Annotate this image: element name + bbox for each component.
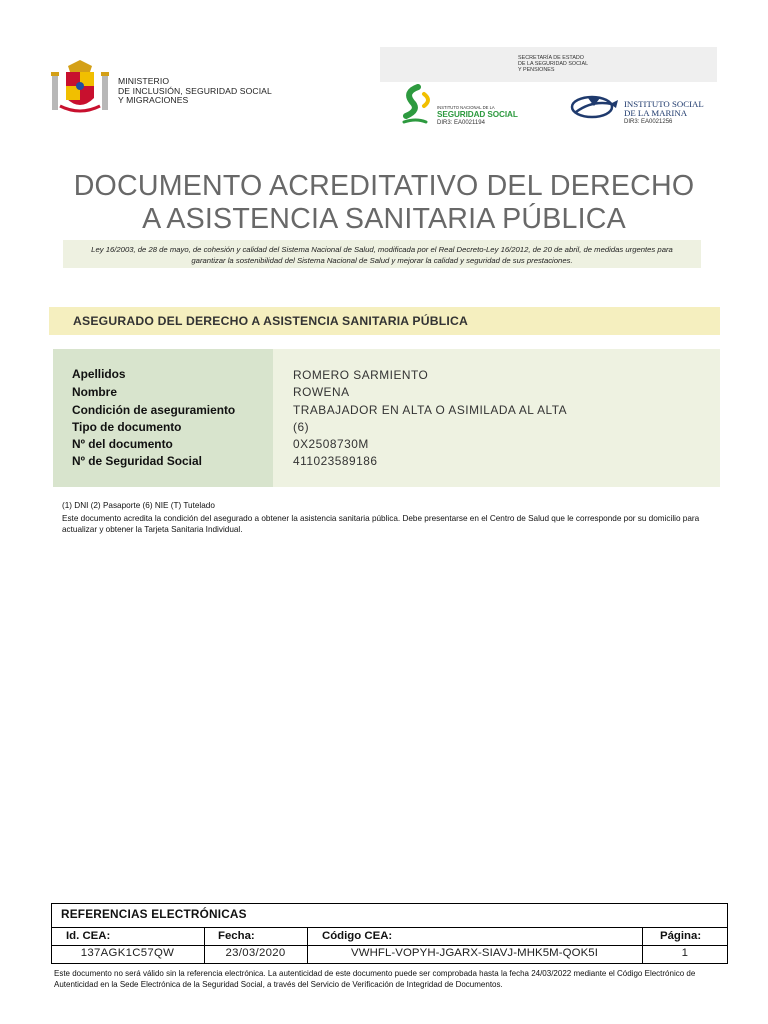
field-label-apellidos: Apellidos [72,367,126,381]
references-title: REFERENCIAS ELECTRÓNICAS [61,907,247,921]
document-type-legend: (1) DNI (2) Pasaporte (6) NIE (T) Tutelado [62,501,215,510]
field-value-nombre: ROWENA [293,385,350,399]
ministry-line: Y MIGRACIONES [118,95,189,106]
field-label-condicion: Condición de aseguramiento [72,403,236,417]
ss-institute-label: INSTITUTO NACIONAL DE LA [437,105,495,110]
field-value-numero-documento: 0X2508730M [293,437,369,451]
law-reference-text: Ley 16/2003, de 28 de mayo, de cohesión y calidad del Sistema Nacional de Salud, modificada por el Real Decreto-Ley 16/2012, de 20 de abril, de medidas urgentes para garantizar la sostenibilidad del Sistema Nacional de Salud y mejorar la calidad y seguridad de sus prestaciones. [91,245,673,265]
ism-line: INSTITUTO SOCIAL [624,99,704,109]
value-fecha: 23/03/2020 [225,947,286,959]
title-line: A ASISTENCIA SANITARIA PÚBLICA [142,203,626,235]
header-id-cea: Id. CEA: [66,930,111,942]
header-pagina: Página: [660,930,702,942]
field-value-condicion: TRABAJADOR EN ALTA O ASIMILADA AL ALTA [293,403,568,417]
instituto-social-marina-logo-icon [570,94,620,120]
footer-disclaimer: Este documento no será válido sin la referencia electrónica. La autenticidad de este documento puede ser comprobada hasta la fecha 24/03/2022 mediante el Código Electrónico de Autenticidad en la Sede Electrónica de la Seguridad Social, a través del Servicio de Verificación de Integridad de Documentos. [54,969,696,989]
value-pagina: 1 [681,947,689,959]
field-label-nombre: Nombre [72,385,117,399]
ss-name: SEGURIDAD SOCIAL [437,110,518,119]
field-value-seguridad-social: 411023589186 [293,454,378,468]
document-note: Este documento acredita la condición del asegurado a obtener la asistencia sanitaria pública. Debe presentarse en el Centro de Salud que le corresponde por su domicilio para actualizar y obtener la Tarjeta Sanitaria Individual. [62,514,700,534]
ss-dir3: DIR3: EA0021194 [437,120,485,126]
field-label-seguridad-social: Nº de Seguridad Social [72,454,202,468]
header-codigo-cea: Código CEA: [322,930,393,942]
field-label-tipo-documento: Tipo de documento [72,420,182,434]
title-line: DOCUMENTO ACREDITATIVO DEL DERECHO [73,170,695,202]
table-divider [51,945,728,946]
field-value-apellidos: ROMERO SARMIENTO [293,368,429,382]
ism-name [624,100,704,118]
secretaria-text [518,55,588,73]
ministry-line: MINISTERIO [118,76,170,86]
field-label-numero-documento: Nº del documento [72,437,173,451]
secretaria-line: SECRETARÍA DE ESTADO [518,55,584,61]
document-title [20,170,748,236]
section-title: ASEGURADO DEL DERECHO A ASISTENCIA SANITARIA PÚBLICA [73,314,468,328]
ministry-name [118,77,272,106]
secretaria-line: Y PENSIONES [518,67,555,73]
value-codigo-cea: VWHFL-VOPYH-JGARX-SIAVJ-MHK5M-QOK5I [351,947,598,959]
ism-line: DE LA MARINA [624,108,688,118]
field-value-tipo-documento: (6) [293,420,310,434]
header-fecha: Fecha: [218,930,255,942]
table-divider [51,927,728,928]
value-id-cea: 137AGK1C57QW [80,947,175,959]
coat-of-arms-icon [50,58,110,118]
secretaria-line: DE LA SEGURIDAD SOCIAL [518,61,589,67]
seguridad-social-logo-icon [398,84,436,126]
ministry-line: DE INCLUSIÓN, SEGURIDAD SOCIAL [118,85,272,96]
ism-dir3: DIR3: EA0021256 [624,119,673,125]
